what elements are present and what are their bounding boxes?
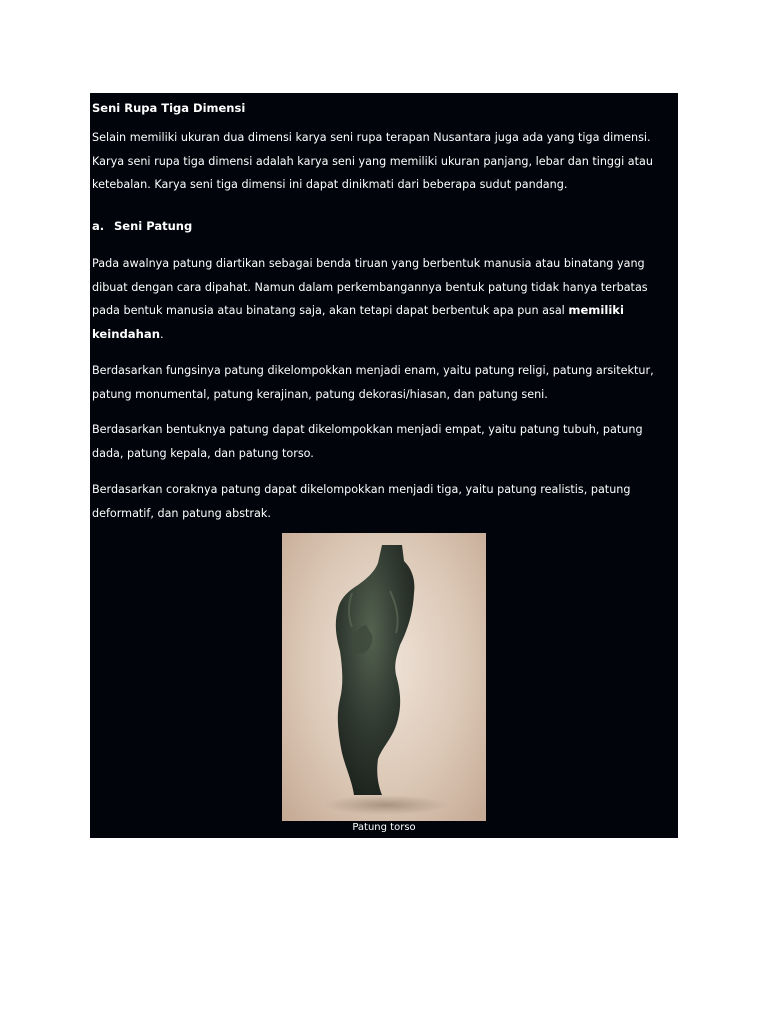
intro-line-2: Karya seni rupa tiga dimensi adalah karya seni yang memiliki ukuran panjang, lebar dan tinggi atau	[92, 154, 653, 168]
subsection-heading	[92, 219, 192, 233]
paragraph-function	[92, 359, 672, 406]
intro-paragraph	[92, 126, 672, 197]
paragraph-form	[92, 418, 672, 465]
p1-line-2: dibuat dengan cara dipahat. Namun dalam perkembangannya bentuk patung tidak hanya terbatas	[92, 280, 648, 294]
torso-sculpture-photo	[282, 533, 486, 821]
intro-line-3: ketebalan. Karya seni tiga dimensi ini dapat dinikmati dari beberapa sudut pandang.	[92, 178, 568, 191]
p2-line-1: Berdasarkan fungsinya patung dikelompokkan menjadi enam, yaitu patung religi, patung arsitektur,	[92, 364, 654, 377]
p1-bold-b: keindahan	[92, 326, 160, 341]
intro-line-1: Selain memiliki ukuran dua dimensi karya seni rupa terapan Nusantara juga ada yang tiga dimensi.	[92, 131, 651, 144]
figure-caption: Patung torso	[352, 822, 416, 833]
p4-line-1: Berdasarkan coraknya patung dapat dikelompokkan menjadi tiga, yaitu patung realistis, patung	[92, 483, 631, 496]
p3-line-1: Berdasarkan bentuknya patung dapat dikelompokkan menjadi empat, yaitu patung tubuh, patung	[92, 423, 643, 436]
p1-end: .	[159, 327, 164, 341]
p1-line-1: Pada awalnya patung diartikan sebagai benda tiruan yang berbentuk manusia atau binatang yang	[92, 257, 645, 270]
p1-line-3: pada bentuk manusia atau binatang saja, akan tetapi dapat berbentuk apa pun asal	[92, 304, 569, 317]
document-page	[90, 93, 678, 838]
paragraph-definition	[92, 252, 672, 346]
p2-line-2: patung monumental, patung kerajinan, patung dekorasi/hiasan, dan patung seni.	[92, 387, 548, 401]
p4-line-2: deformatif, dan patung abstrak.	[92, 506, 271, 520]
p3-line-2: dada, patung kepala, dan patung torso.	[92, 446, 314, 460]
section-title: Seni Rupa Tiga Dimensi	[92, 101, 246, 115]
p1-bold-a: memiliki	[568, 303, 624, 317]
paragraph-style	[92, 478, 672, 525]
torso-sculpture-image	[282, 533, 486, 821]
torso-body	[336, 545, 415, 795]
subsection-number: a.	[92, 219, 105, 233]
subsection-title: Seni Patung	[114, 219, 193, 233]
